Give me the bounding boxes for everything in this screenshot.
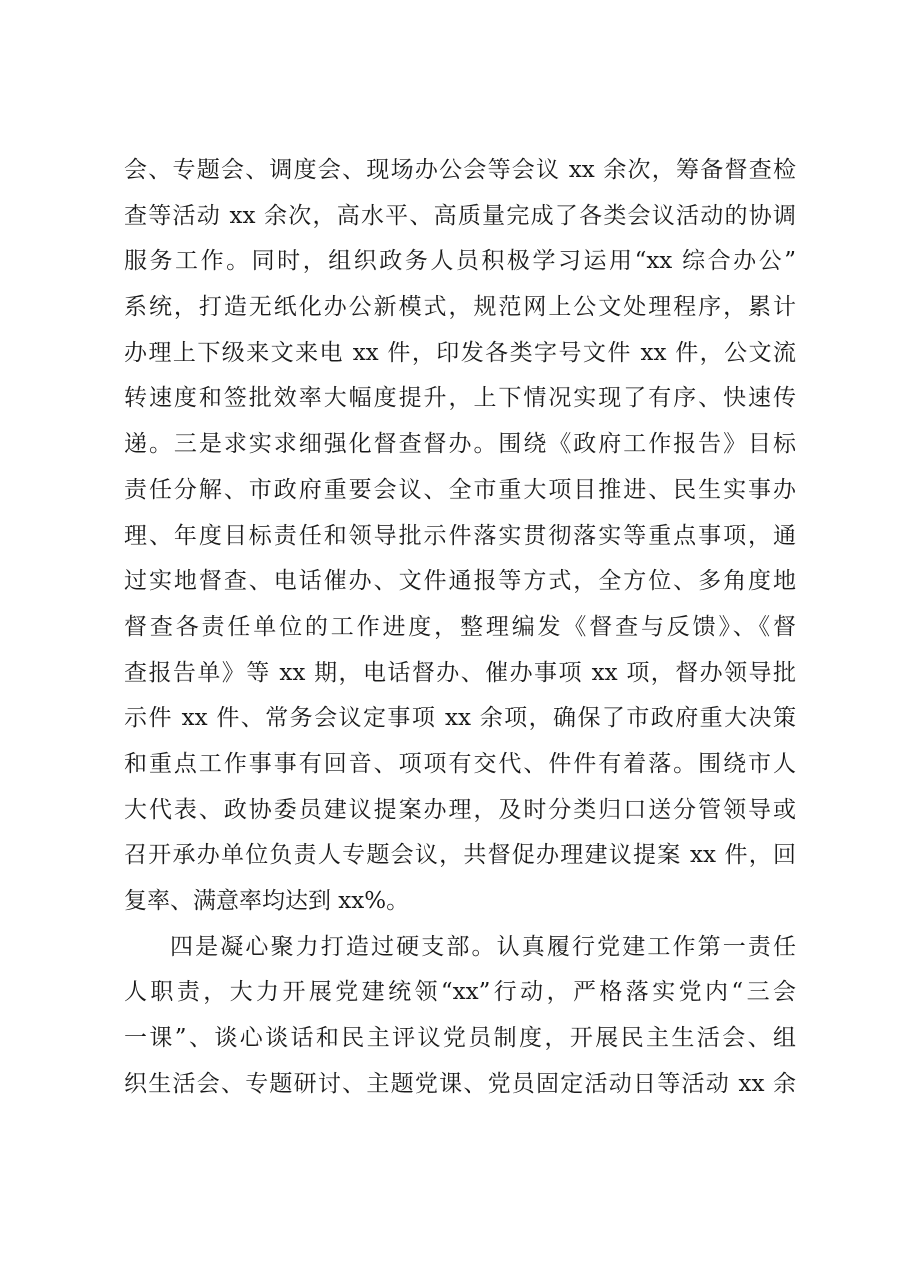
- paragraph-2: [124, 925, 796, 1108]
- text-line: 过实地督查、电话催办、文件通报等方式，全方位、多角度地: [124, 568, 796, 595]
- text-line: 督查各责任单位的工作进度，整理编发《督查与反馈》、《督: [124, 613, 796, 640]
- text-line: 人职责，大力开展党建统领“xx”行动，严格落实党内“三会: [124, 979, 796, 1006]
- text-line: 会、专题会、调度会、现场办公会等会议 xx 余次，筹备督查检: [124, 157, 796, 183]
- text-line: 四是凝心聚力打造过硬支部。认真履行党建工作第一责任: [170, 933, 796, 960]
- text-line: 复率、满意率均达到 xx%。: [124, 888, 410, 914]
- text-line: 理、年度目标责任和领导批示件落实贯彻落实等重点事项，通: [124, 522, 796, 549]
- paragraph-1: [124, 148, 796, 925]
- text-line: 办理上下级来文来电 xx 件，印发各类字号文件 xx 件，公文流: [124, 339, 796, 366]
- text-line: 和重点工作事事有回音、项项有交代、件件有着落。围绕市人: [124, 750, 796, 777]
- text-line: 织生活会、专题研讨、主题党课、党员固定活动日等活动 xx 余: [124, 1070, 796, 1097]
- text-line: 转速度和签批效率大幅度提升，上下情况实现了有序、快速传: [124, 385, 796, 412]
- text-line: 示件 xx 件、常务会议定事项 xx 余项，确保了市政府重大决策: [124, 705, 796, 732]
- text-line: 系统，打造无纸化办公新模式，规范网上公文处理程序，累计: [124, 294, 796, 321]
- text-line: 一课”、谈心谈话和民主评议党员制度，开展民主生活会、组: [124, 1025, 796, 1052]
- document-body: [124, 148, 796, 1107]
- text-line: 查等活动 xx 余次，高水平、高质量完成了各类会议活动的协调: [124, 202, 796, 229]
- text-line: 大代表、政协委员建议提案办理，及时分类归口送分管领导或: [124, 796, 796, 823]
- text-line: 查报告单》等 xx 期，电话督办、催办事项 xx 项，督办领导批: [124, 659, 796, 686]
- text-line: 责任分解、市政府重要会议、全市重大项目推进、民生实事办: [124, 476, 796, 503]
- text-line: 递。三是求实求细强化督查督办。围绕《政府工作报告》目标: [124, 431, 796, 458]
- text-line: 服务工作。同时，组织政务人员积极学习运用“xx 综合办公”: [124, 248, 796, 275]
- text-line: 召开承办单位负责人专题会议，共督促办理建议提案 xx 件，回: [124, 842, 796, 869]
